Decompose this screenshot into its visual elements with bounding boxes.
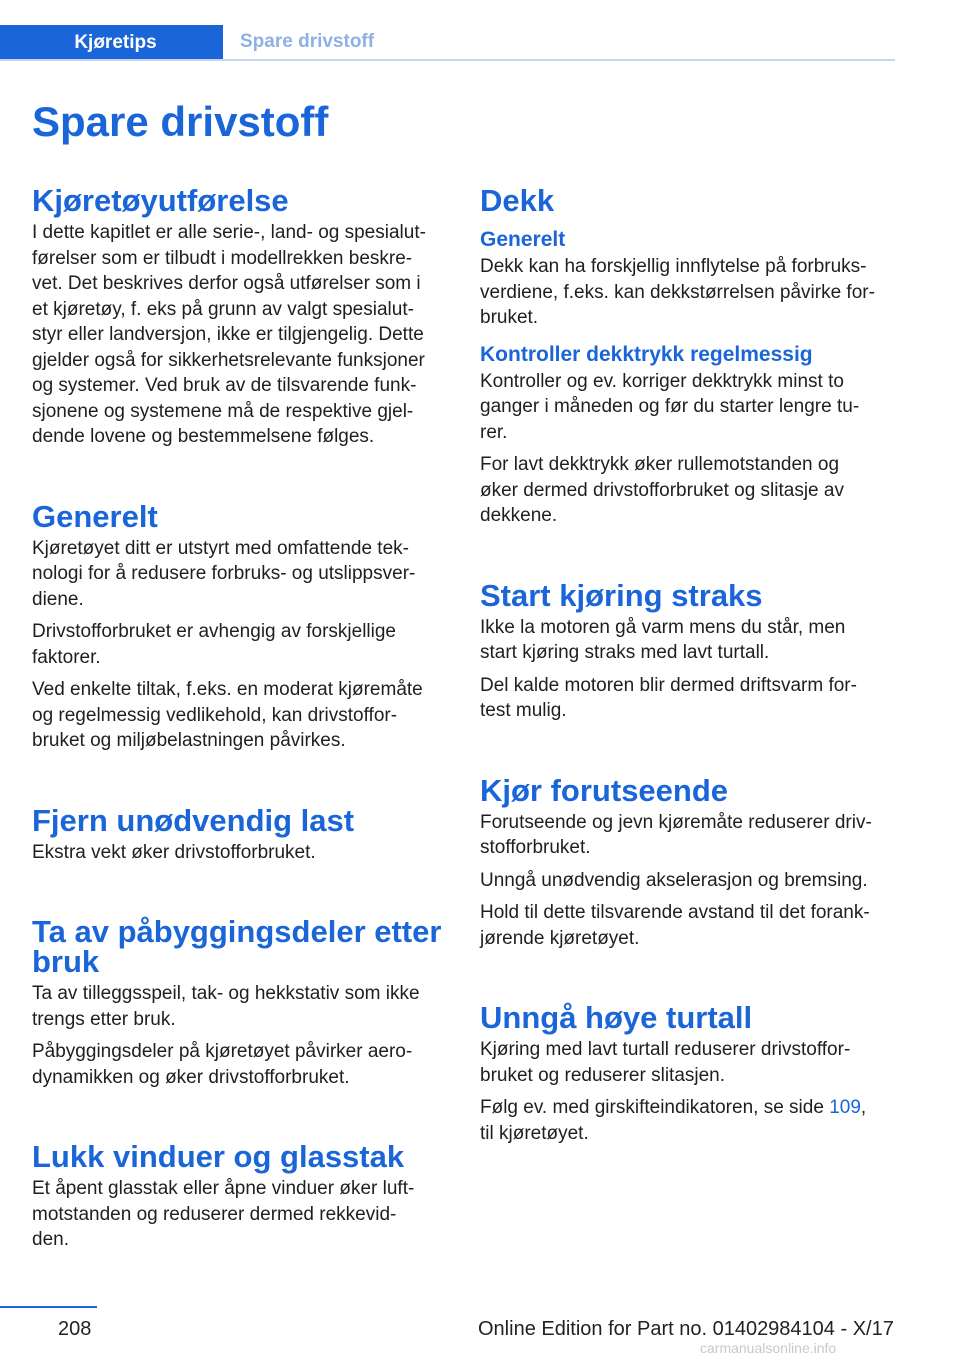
heading-ta-av-pabyggingsdeler: Ta av påbyggingsdeler etter bruk xyxy=(32,914,442,979)
paragraph: Dekk kan ha forskjellig innflytelse på forbruks‐ verdiene, f.eks. kan dekkstørrelsen påvirke for‐ bruket. xyxy=(480,256,875,328)
header-tabbar xyxy=(0,25,895,61)
paragraph: Følg ev. med girskifteindikatoren, se side 109, til kjøretøyet. xyxy=(480,1097,867,1144)
paragraph: Et åpent glasstak eller åpne vinduer øker luft‐ motstanden og reduserer dermed rekkevid‐ den. xyxy=(32,1178,415,1250)
subheading-generelt: Generelt xyxy=(480,228,566,251)
paragraph: Forutseende og jevn kjøremåte reduserer driv‐ stofforbruket. xyxy=(480,811,872,858)
paragraph: Ved enkelte tiltak, f.eks. en moderat kjøremåte og regelmessig vedlikehold, kan drivstoffor‐ bruket og miljøbelastningen påvirkes. xyxy=(32,679,423,751)
watermark: carmanualsonline.info xyxy=(700,1340,837,1356)
heading-kjoretoyutforelse: Kjøretøyutførelse xyxy=(32,183,289,218)
paragraph: Ta av tilleggsspeil, tak- og hekkstativ som ikke trengs etter bruk. xyxy=(32,983,420,1030)
paragraph: Ikke la motoren gå varm mens du står, men start kjøring straks med lavt turtall. xyxy=(480,616,846,663)
paragraph: Kontroller og ev. korriger dekktrykk minst to ganger i måneden og før du starter lengre tu‐ rer. xyxy=(480,370,860,443)
paragraph: Hold til dette tilsvarende avstand til det forank‐ jørende kjøretøyet. xyxy=(480,902,870,949)
tab-kjoretips[interactable]: Kjøretips xyxy=(0,25,223,61)
heading-dekk: Dekk xyxy=(480,183,555,218)
right-column xyxy=(480,178,896,1153)
heading-start-kjoring-straks: Start kjøring straks xyxy=(480,577,763,613)
tab-spare-drivstoff[interactable]: Spare drivstoff xyxy=(240,31,375,52)
paragraph: I dette kapitlet er alle serie-, land- og spesialut‐ førelser som er tilbudt i modellrekken beskre‐ vet. Det beskrives derfor også utførelser som i et kjøretøy, f. eks på grunn av valgt spesialut‐ styr eller landversjon, ikke er tilgjengelig. Dette gjelder også for sikkerhetsrelevante funksjoner og systemer. Ved bruk av de tilsvarende funk‐ sjonene og systemene må de respektive gjel‐ dende lovene og bestemmelsene følges. xyxy=(32,222,426,447)
paragraph: Del kalde motoren blir dermed driftsvarm for‐ test mulig. xyxy=(480,674,857,721)
heading-kjor-forutseende: Kjør forutseende xyxy=(480,772,729,808)
paragraph: Kjøretøyet ditt er utstyrt med omfattende tek‐ nologi for å redusere forbruks- og utslippsver‐ diene. xyxy=(32,537,416,610)
page-title: Spare drivstoff xyxy=(32,98,329,145)
heading-fjern-unodvendig-last: Fjern unødvendig last xyxy=(32,802,355,838)
header-rule xyxy=(0,59,895,61)
page-number: 208 xyxy=(58,1318,92,1340)
heading-lukk-vinduer: Lukk vinduer og glasstak xyxy=(32,1139,405,1174)
paragraph: Drivstofforbruket er avhengig av forskjellige faktorer. xyxy=(32,621,396,668)
paragraph: Unngå unødvendig akselerasjon og bremsing. xyxy=(480,869,868,891)
paragraph: Påbyggingsdeler på kjøretøyet påvirker aero‐ dynamikken og øker drivstofforbruket. xyxy=(32,1041,413,1088)
subheading-kontroller-dekktrykk: Kontroller dekktrykk regelmessig xyxy=(480,342,813,366)
paragraph: For lavt dekktrykk øker rullemotstanden og øker dermed drivstofforbruket og slitasje av dekkene. xyxy=(480,454,844,526)
paragraph: Ekstra vekt øker drivstofforbruket. xyxy=(32,841,316,863)
left-column xyxy=(32,178,448,1260)
paragraph: Kjøring med lavt turtall reduserer drivstoffor‐ bruket og reduserer slitasjen. xyxy=(480,1039,851,1086)
heading-unnga-hoye-turtall: Unngå høye turtall xyxy=(480,1000,753,1035)
heading-generelt: Generelt xyxy=(32,498,158,534)
footer-rule xyxy=(0,1306,97,1308)
footer-edition: Online Edition for Part no. 01402984104 - X/17 xyxy=(478,1318,894,1340)
page-link-109[interactable]: 109 xyxy=(829,1097,861,1118)
